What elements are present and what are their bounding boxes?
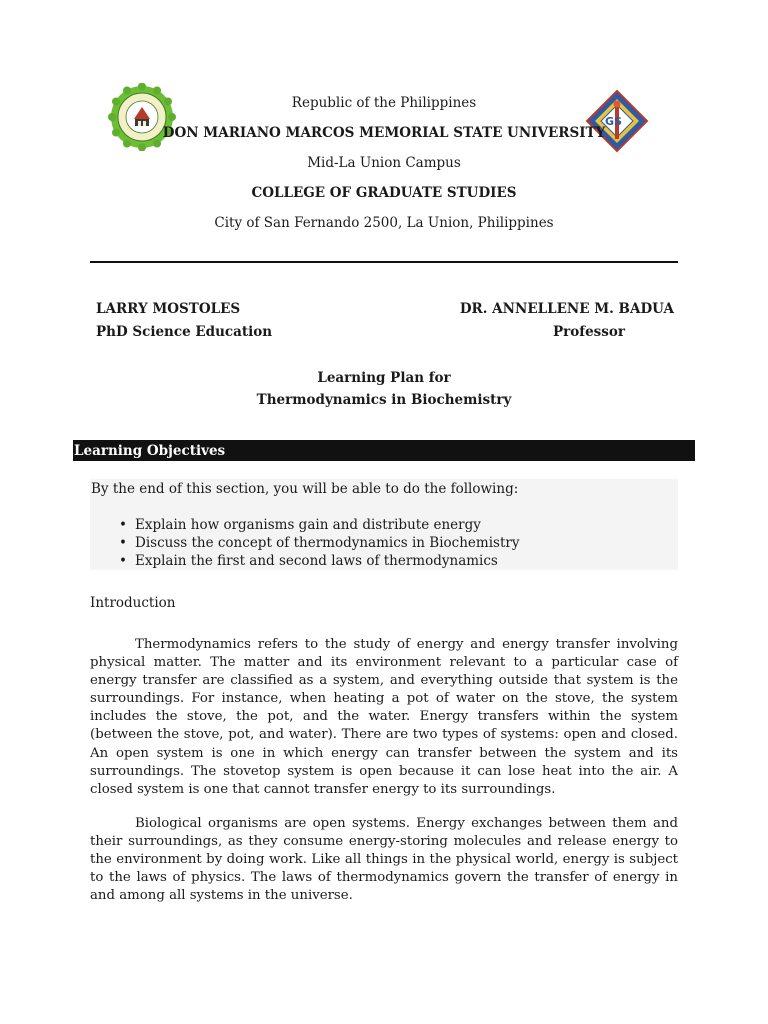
list-item — [119, 552, 519, 570]
college-name: COLLEGE OF GRADUATE STUDIES — [251, 185, 517, 201]
gs-logo-text: GS — [605, 115, 622, 128]
address-line: City of San Fernando 2500, La Union, Philippines — [214, 215, 554, 231]
list-item — [119, 516, 519, 534]
objective-text: Explain how organisms gain and distribute energy — [135, 517, 481, 533]
plan-title-line1: Learning Plan for — [317, 370, 451, 386]
objectives-list — [119, 516, 519, 570]
university-name: DON MARIANO MARCOS MEMORIAL STATE UNIVERSITY — [162, 125, 606, 141]
introduction-heading: Introduction — [90, 595, 176, 611]
plan-title-line2: Thermodynamics in Biochemistry — [256, 392, 512, 408]
campus-line: Mid-La Union Campus — [307, 155, 461, 171]
objectives-intro: By the end of this section, you will be able to do the following: — [91, 481, 519, 497]
country-line: Republic of the Philippines — [291, 95, 477, 111]
header-divider — [90, 261, 678, 263]
objective-text: Discuss the concept of thermodynamics in Biochemistry — [135, 535, 520, 551]
professor-name: DR. ANNELLENE M. BADUA — [459, 301, 674, 317]
introduction-paragraph-2: Biological organisms are open systems. Energy exchanges between them and their surroundings, as they consume energy-storing molecules and release energy to the environment by doing work. Like all things in the physical world, energy is subject to the laws of physics. The laws of thermodynamics govern the transfer of energy in and among all systems in the universe. — [90, 816, 678, 904]
introduction-paragraph-1: Thermodynamics refers to the study of energy and energy transfer involving physical matter. The matter and its environment relevant to a particular case of energy transfer are classified as a system, and everything outside that system is the surroundings. For instance, when heating a pot of water on the stove, the system includes the stove, the pot, and the water. Energy transfers within the system (between the stove, pot, and water). There are two types of systems: open and closed. An open system is one in which energy can transfer between the system and its surroundings. The stovetop system is open because it can lose heat into the air. A closed system is one that cannot transfer energy to its surroundings. — [90, 637, 678, 797]
bullet-icon: • — [119, 535, 127, 551]
professor-title: Professor — [553, 324, 625, 340]
bullet-icon: • — [119, 517, 127, 533]
bullet-icon: • — [119, 553, 127, 569]
list-item — [119, 534, 519, 552]
student-program: PhD Science Education — [96, 324, 273, 340]
objective-text: Explain the first and second laws of thermodynamics — [135, 553, 498, 569]
student-name: LARRY MOSTOLES — [96, 301, 241, 317]
learning-objectives-heading: Learning Objectives — [73, 440, 695, 461]
